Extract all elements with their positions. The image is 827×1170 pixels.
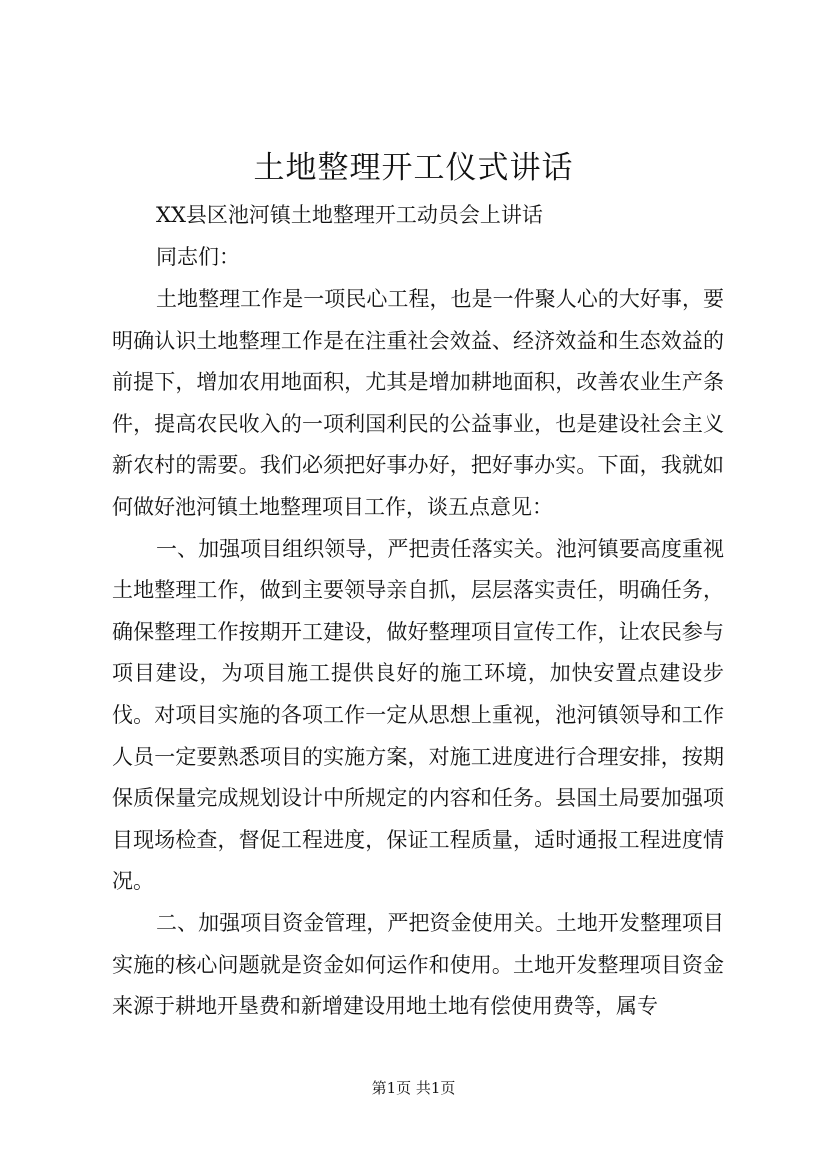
salutation: 同志们： (156, 245, 240, 269)
document-title: 土地整理开工仪式讲话 (253, 150, 574, 186)
body-text (112, 279, 724, 1028)
page-footer: 第1页 共1页 (371, 1079, 456, 1097)
document-subtitle: XX县区池河镇土地整理开工动员会上讲话 (156, 203, 543, 227)
paragraph-point-two: 二、加强项目资金管理，严把资金使用关。土地开发整理项目实施的核心问题就是资金如何运作和使用。土地开发整理项目资金来源于耕地开垦费和新增建设用地土地有偿使用费等，属专 (112, 910, 724, 1019)
paragraph-point-one: 一、加强项目组织领导，严把责任落实关。池河镇要高度重视土地整理工作，做到主要领导亲自抓，层层落实责任，明确任务，确保整理工作按期开工建设，做好整理项目宣传工作，让农民参与项目建设，为项目施工提供良好的施工环境，加快安置点建设步伐。对项目实施的各项工作一定从思想上重视，池河镇领导和工作人员一定要熟悉项目的实施方案，对施工进度进行合理安排，按期保质保量完成规划设计中所规定的内容和任务。县国土局要加强项目现场检查，督促工程进度，保证工程质量，适时通报工程进度情况。 (112, 536, 724, 894)
paragraph-intro: 土地整理工作是一项民心工程，也是一件聚人心的大好事，要明确认识土地整理工作是在注重社会效益、经济效益和生态效益的前提下，增加农用地面积，尤其是增加耕地面积，改善农业生产条件，提高农民收入的一项利国利民的公益事业，也是建设社会主义新农村的需要。我们必须把好事办好，把好事办实。下面，我就如何做好池河镇土地整理项目工作，谈五点意见： (112, 287, 724, 519)
